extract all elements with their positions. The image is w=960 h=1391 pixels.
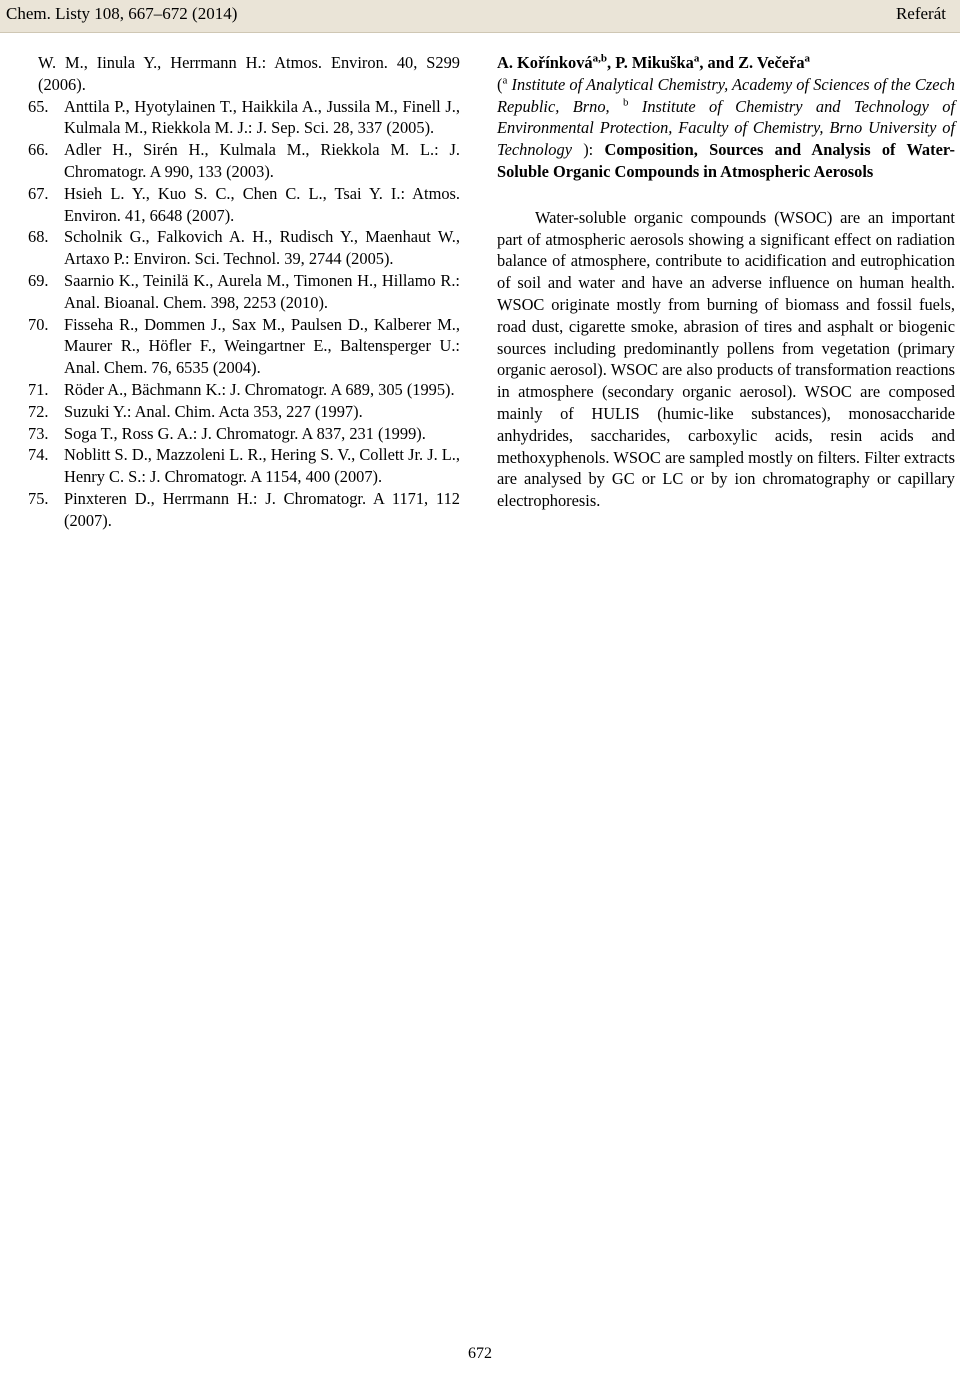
reference-text: Noblitt S. D., Mazzoleni L. R., Hering S. V., Collett Jr. J. L., Henry C. S.: J. Chromatogr. A 1154, 400 (2007). [64,445,460,487]
author-name: , and Z. Večeřa [699,53,805,72]
reference-item [28,423,460,445]
article-title: Composition, Sources and Analysis of Water-Soluble Organic Compounds in Atmospheric Aerosols [497,140,955,181]
author-affiliation-mark: a [693,52,700,65]
reference-number: 72. [28,401,49,421]
reference-number: 66. [28,140,49,160]
reference-number: 73. [28,423,49,443]
reference-item [28,314,460,379]
running-header [0,0,960,33]
abstract-text: Water-soluble organic compounds (WSOC) are an important part of atmospheric aerosols showing a significant effect on radiation balance of atmosphere, contribute to acidification and eutrophication of soil and water and have an adverse influence on human health. WSOC originate mostly from burning of biomass and fossil fuels, road dust, cigarette smoke, abrasion of tires and asphalt or biogenic sources including predominantly pollens from vegetation (primary organic aerosol). WSOC are also products of transformation reactions in atmosphere (secondary organic aerosol). WSOC are composed mainly of HULIS (humic-like substances), monosaccharide anhydrides, saccharides, carboxylic acids, resin acids and methoxyphenols. WSOC are sampled mostly on filters. Filter extracts are analysed by GC or LC or by ion chromatography or capillary electrophoresis. [497,207,955,511]
affiliation-open-paren: ( [497,74,503,94]
reference-text: Fisseha R., Dommen J., Sax M., Paulsen D., Kalberer M., Maurer R., Höfler F., Weingartner E., Baltensperger U.: Anal. Chem. 76, 6535 (2004). [64,314,460,378]
reference-text: Röder A., Bächmann K.: J. Chromatogr. A 689, 305 (1995). [64,379,455,399]
journal-citation: Chem. Listy 108, 667–672 (2014) [6,4,238,23]
affiliation-b: Institute of Chemistry and Technology of Environmental Protection, Faculty of Chemistry, Brno University of Technology [497,96,955,160]
reference-number: 67. [28,183,49,203]
reference-item [28,183,460,227]
affiliation-a: Institute of Analytical Chemistry, Academy of Sciences of the Czech Republic, Brno, [497,74,955,116]
reference-text: W. M., Iinula Y., Herrmann H.: Atmos. Environ. 40, S299 (2006). [38,53,460,94]
reference-item [28,488,460,532]
reference-item [28,52,460,96]
reference-list [28,52,460,532]
reference-text: Suzuki Y.: Anal. Chim. Acta 353, 227 (1997). [64,401,363,421]
reference-text: Scholnik G., Falkovich A. H., Rudisch Y., Maenhaut W., Artaxo P.: Environ. Sci. Technol. 39, 2744 (2005). [64,227,460,269]
reference-item [28,96,460,140]
reference-item [28,226,460,270]
author-line [497,52,955,74]
reference-item [28,444,460,488]
reference-text: Anttila P., Hyotylainen T., Haikkila A., Jussila M., Finell J., Kulmala M., Riekkola M. J.: J. Sep. Sci. 28, 337 (2005). [64,96,460,138]
reference-item [28,379,460,401]
english-summary [497,52,955,512]
reference-number: 65. [28,96,49,116]
author-affiliation-mark: a,b [592,52,607,65]
author-name: A. Kořínková [497,53,593,72]
reference-number: 70. [28,314,49,334]
reference-item [28,270,460,314]
author-name: , P. Mikuška [607,53,694,72]
reference-number: 69. [28,270,49,290]
reference-number: 71. [28,379,49,399]
affiliation-and-title [497,74,955,183]
affiliation-mark: a [502,74,508,87]
reference-text: Adler H., Sirén H., Kulmala M., Riekkola M. L.: J. Chromatogr. A 990, 133 (2003). [64,140,460,181]
reference-number: 75. [28,488,49,508]
affiliation-mark: b [623,96,629,109]
reference-number: 68. [28,227,49,247]
affiliation-close-paren: ): [583,140,605,160]
reference-number: 74. [28,445,49,465]
reference-text: Pinxteren D., Herrmann H.: J. Chromatogr. A 1171, 112 (2007). [64,488,460,530]
page-number: 672 [468,1345,492,1362]
reference-item [28,139,460,183]
reference-text: Hsieh L. Y., Kuo S. C., Chen C. L., Tsai Y. I.: Atmos. Environ. 41, 6648 (2007). [64,183,460,225]
section-label: Referát [895,4,946,23]
reference-text: Soga T., Ross G. A.: J. Chromatogr. A 837, 231 (1999). [64,423,426,443]
reference-item [28,401,460,423]
reference-text: Saarnio K., Teinilä K., Aurela M., Timonen H., Hillamo R.: Anal. Bioanal. Chem. 398, 2253 (2010). [64,270,460,312]
author-affiliation-mark: a [804,52,811,65]
